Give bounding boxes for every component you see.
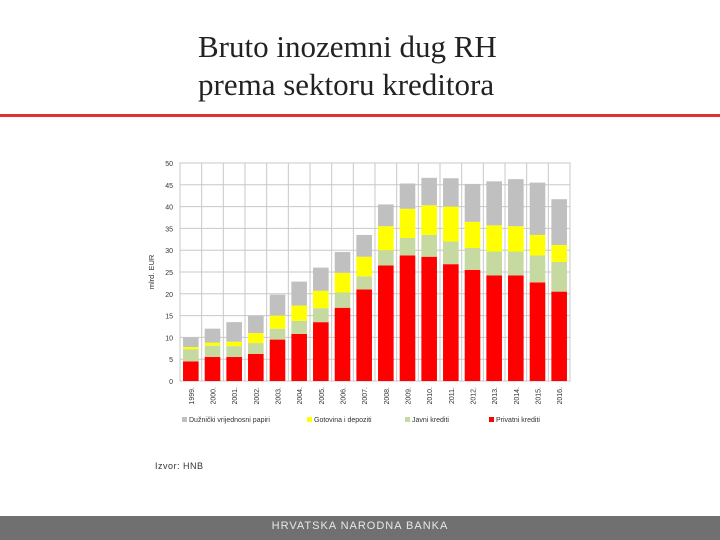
legend-label: Privatni krediti [496, 417, 540, 424]
x-tick-label: 2000. [210, 387, 218, 405]
bar-segment [486, 225, 502, 251]
bar-segment [508, 275, 524, 381]
bar-segment [183, 361, 199, 381]
bar-segment [291, 282, 307, 306]
x-tick-label: 2016. [557, 387, 565, 405]
y-tick-label: 40 [165, 204, 173, 212]
x-tick-label: 2001. [232, 387, 240, 405]
slide-title [198, 28, 678, 104]
bar-segment [443, 207, 459, 242]
bar-segment [313, 291, 329, 308]
bar-segment [335, 273, 351, 293]
bar-segment [551, 199, 567, 245]
bar-segment [335, 292, 351, 307]
bar-segment [226, 346, 242, 357]
bar-segment [356, 276, 372, 289]
bar-segment [378, 265, 394, 381]
title-line-2: prema sektoru kreditora [198, 67, 495, 102]
title-line-1: Bruto inozemni dug RH [198, 29, 497, 64]
x-tick-label: 2015. [535, 387, 543, 405]
bar-segment [421, 257, 437, 381]
bar-segment [205, 343, 221, 346]
legend-swatch [405, 417, 410, 422]
y-axis-label: mlrd. EUR [147, 254, 156, 290]
y-tick-label: 35 [165, 226, 173, 234]
y-tick-label: 25 [165, 270, 173, 277]
bar-segment [530, 255, 546, 282]
bar-segment [551, 262, 567, 292]
stacked-bar-chart [135, 150, 575, 450]
bar-segment [270, 316, 286, 329]
x-tick-label: 2004. [297, 387, 305, 405]
x-tick-label: 2005. [318, 387, 326, 405]
bar-segment [291, 306, 307, 321]
bar-segment [486, 252, 502, 276]
x-tick-label: 2011. [448, 387, 456, 404]
x-tick-label: 2013. [492, 387, 500, 405]
legend-swatch [307, 417, 312, 422]
bar-segment [530, 183, 546, 235]
x-tick-label: 2009. [405, 387, 413, 405]
x-tick-label: 2012. [470, 387, 478, 405]
bar-segment [400, 183, 416, 208]
bar-segment [335, 252, 351, 273]
bar-segment [270, 329, 286, 340]
bar-segment [551, 292, 567, 381]
bar-segment [530, 282, 546, 381]
bar-segment [443, 264, 459, 381]
bar-segment [226, 357, 242, 381]
bar-segment [313, 308, 329, 322]
y-tick-label: 0 [169, 379, 173, 386]
bar-segment [248, 343, 264, 354]
bar-segment [335, 308, 351, 381]
bar-segment [205, 329, 221, 343]
bar-segment [508, 226, 524, 251]
y-tick-label: 20 [165, 291, 173, 299]
y-tick-label: 15 [165, 313, 173, 321]
footer-bank-name: HRVATSKA NARODNA BANKA [271, 520, 449, 532]
bar-segment [421, 205, 437, 235]
bar-segment [486, 181, 502, 225]
bar-segment [551, 245, 567, 262]
bar-segment [400, 238, 416, 255]
bar-segment [508, 252, 524, 276]
bar-segment [313, 322, 329, 381]
bar-segment [183, 349, 199, 361]
legend-swatch [489, 417, 494, 422]
legend-label: Javni krediti [412, 417, 449, 424]
bar-segment [400, 209, 416, 238]
x-tick-label: 2007. [362, 387, 370, 405]
legend-label: Gotovina i depoziti [314, 417, 372, 424]
bar-segment [183, 347, 199, 349]
bar-segment [400, 255, 416, 381]
bar-segment [270, 340, 286, 381]
y-tick-label: 45 [165, 182, 173, 190]
bar-segment [465, 248, 481, 270]
bar-segment [226, 342, 242, 346]
bar-segment [530, 235, 546, 255]
x-tick-label: 2008. [383, 387, 391, 405]
y-tick-label: 10 [165, 335, 173, 343]
x-tick-label: 2002. [253, 387, 261, 405]
bar-segment [465, 270, 481, 381]
bar-segment [226, 322, 242, 342]
bar-segment [508, 179, 524, 226]
x-tick-label: 2014. [513, 387, 521, 405]
bar-segment [270, 295, 286, 316]
bar-segment [378, 226, 394, 250]
bar-segment [378, 250, 394, 265]
bar-segment [248, 316, 264, 333]
bar-segment [248, 333, 264, 343]
footer-band [0, 516, 720, 540]
bar-segment [443, 178, 459, 206]
bar-segment [205, 357, 221, 381]
x-tick-label: 1999. [188, 387, 196, 405]
bar-segment [291, 321, 307, 334]
y-tick-label: 30 [165, 248, 173, 256]
bar-segment [443, 241, 459, 264]
legend-label: Dužnički vrijednosni papiri [189, 417, 270, 424]
bar-segment [421, 235, 437, 257]
bar-segment [421, 178, 437, 205]
bar-segment [291, 334, 307, 381]
y-tick-label: 50 [165, 161, 173, 168]
title-divider [0, 114, 720, 117]
bar-segment [248, 354, 264, 381]
y-tick-label: 5 [169, 357, 173, 365]
bar-segment [465, 184, 481, 222]
bar-segment [465, 222, 481, 248]
bar-segment [356, 235, 372, 257]
bar-segment [205, 346, 221, 357]
legend-swatch [182, 417, 187, 422]
bar-segment [183, 337, 199, 347]
bar-segment [356, 257, 372, 277]
bar-segment [486, 275, 502, 381]
bar-segment [313, 268, 329, 291]
x-tick-label: 2003. [275, 387, 283, 405]
x-tick-label: 2006. [340, 387, 348, 405]
bar-segment [356, 289, 372, 381]
source-note: Izvor: HNB [155, 461, 204, 471]
x-tick-label: 2010. [427, 387, 435, 405]
bar-segment [378, 204, 394, 226]
